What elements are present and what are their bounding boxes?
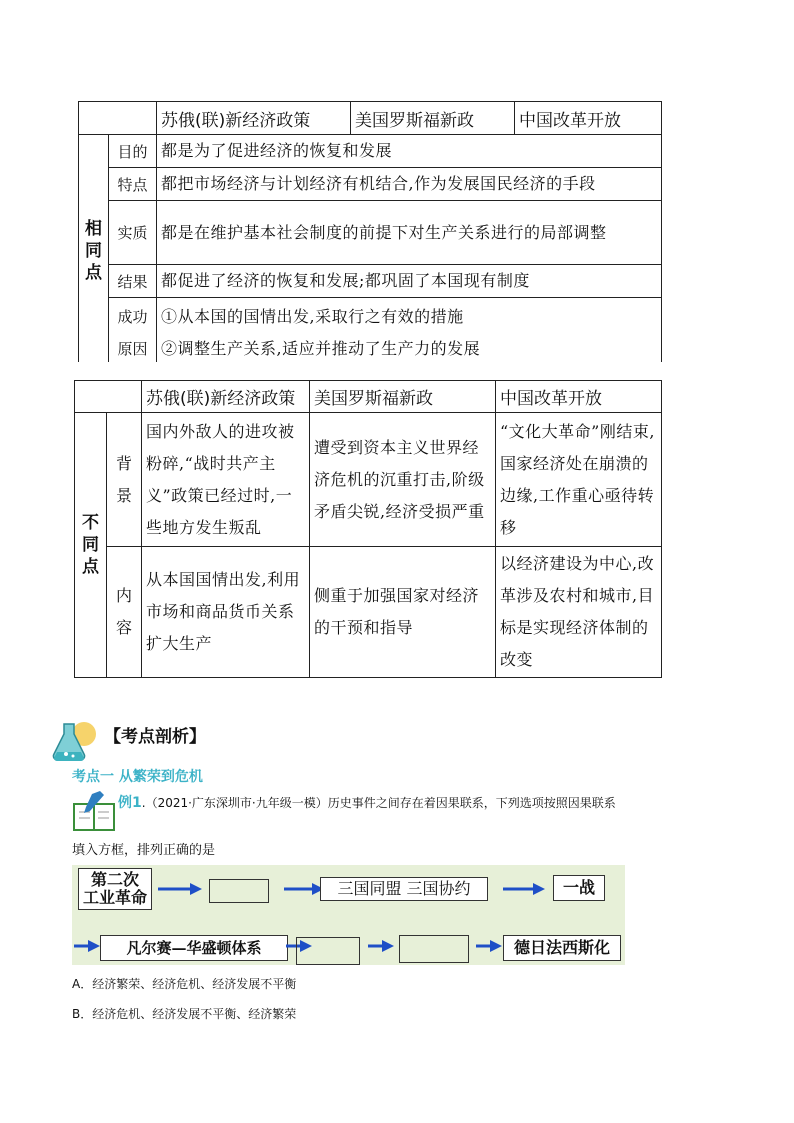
- table2-header-1: 苏俄(联)新经济政策: [142, 381, 310, 413]
- table2-corner: [75, 381, 142, 413]
- similarities-table: [78, 101, 662, 368]
- example-text: .（2021·广东深圳市·九年级一模）历史事件之间存在着因果联系，下列选项按照因果联系: [141, 796, 616, 810]
- flow-box-fascism: 德日法西斯化: [503, 935, 621, 961]
- content-cell-1: 从本国国情出发,利用市场和商品货币关系扩大生产: [142, 547, 310, 678]
- arrow-icon: [284, 882, 324, 896]
- flow-box-blank-1: [209, 879, 269, 903]
- section-title: 【考点剖析】: [104, 727, 206, 747]
- option-a[interactable]: A．经济繁荣、经济危机、经济发展不平衡: [72, 977, 297, 991]
- row-text-purpose: 都是为了促进经济的恢复和发展: [157, 135, 662, 168]
- row-label-background: 背 景: [107, 413, 142, 547]
- row-text-result: 都促进了经济的恢复和发展;都巩固了本国现有制度: [157, 265, 662, 298]
- table2-header-2: 美国罗斯福新政: [310, 381, 496, 413]
- table1-header-1: 苏俄(联)新经济政策: [157, 102, 351, 135]
- row-text-essence: 都是在维护基本社会制度的前提下对生产关系进行的局部调整: [157, 201, 662, 265]
- table1-header-2: 美国罗斯福新政: [351, 102, 515, 135]
- example-number: 例1: [118, 795, 142, 811]
- row-label-purpose: 目的: [109, 135, 157, 168]
- table2-header-3: 中国改革开放: [496, 381, 662, 413]
- flow-box-versailles: 凡尔赛—华盛顿体系: [100, 935, 288, 961]
- flow-box-alliances: 三国同盟 三国协约: [320, 877, 488, 901]
- flow-box-blank-2: [296, 937, 360, 965]
- book-pen-icon: [72, 790, 116, 832]
- bg-cell-3: “文化大革命”刚结束,国家经济处在崩溃的边缘,工作重心亟待转移: [496, 413, 662, 547]
- row-text-feature: 都把市场经济与计划经济有机结合,作为发展国民经济的手段: [157, 168, 662, 201]
- content-cell-2: 侧重于加强国家对经济的干预和指导: [310, 547, 496, 678]
- content-cell-3: 以经济建设为中心,改革涉及农村和城市,目标是实现经济体制的改变: [496, 547, 662, 678]
- row-label-success: 成功原因: [109, 298, 157, 368]
- example-question-continued: 填入方框，排列正确的是: [72, 843, 216, 858]
- flow-box-industrial-revolution: 第二次 工业革命: [78, 868, 152, 910]
- arrow-icon: [74, 939, 100, 953]
- flow-box-blank-3: [399, 935, 469, 963]
- arrow-icon: [503, 882, 545, 896]
- arrow-icon: [158, 882, 202, 896]
- flask-icon: [48, 718, 98, 764]
- arrow-icon: [476, 939, 502, 953]
- table2-side-label: 不 同 点: [75, 413, 107, 678]
- row-label-content: 内 容: [107, 547, 142, 678]
- flow-box-ww1: 一战: [553, 875, 605, 901]
- row-label-result: 结果: [109, 265, 157, 298]
- bg-cell-1: 国内外敌人的进攻被粉碎,“战时共产主义”政策已经过时,一些地方发生叛乱: [142, 413, 310, 547]
- differences-table: [74, 380, 662, 678]
- bg-cell-2: 遭受到资本主义世界经济危机的沉重打击,阶级矛盾尖锐,经济受损严重: [310, 413, 496, 547]
- row-label-feature: 特点: [109, 168, 157, 201]
- row-text-success: ①从本国的国情出发,采取行之有效的措施 ②调整生产关系,适应并推动了生产力的发展: [157, 298, 662, 368]
- example-question: [118, 792, 616, 812]
- table1-side-label: 相 同 点: [79, 135, 109, 368]
- table1-header-3: 中国改革开放: [515, 102, 662, 135]
- causal-flow-diagram: [72, 865, 625, 965]
- section-subtitle: 考点一 从繁荣到危机: [72, 769, 203, 785]
- page-cut: [60, 362, 680, 378]
- arrow-icon: [368, 939, 394, 953]
- row-label-essence: 实质: [109, 201, 157, 265]
- option-b[interactable]: B．经济危机、经济发展不平衡、经济繁荣: [72, 1007, 297, 1021]
- table1-corner: [79, 102, 157, 135]
